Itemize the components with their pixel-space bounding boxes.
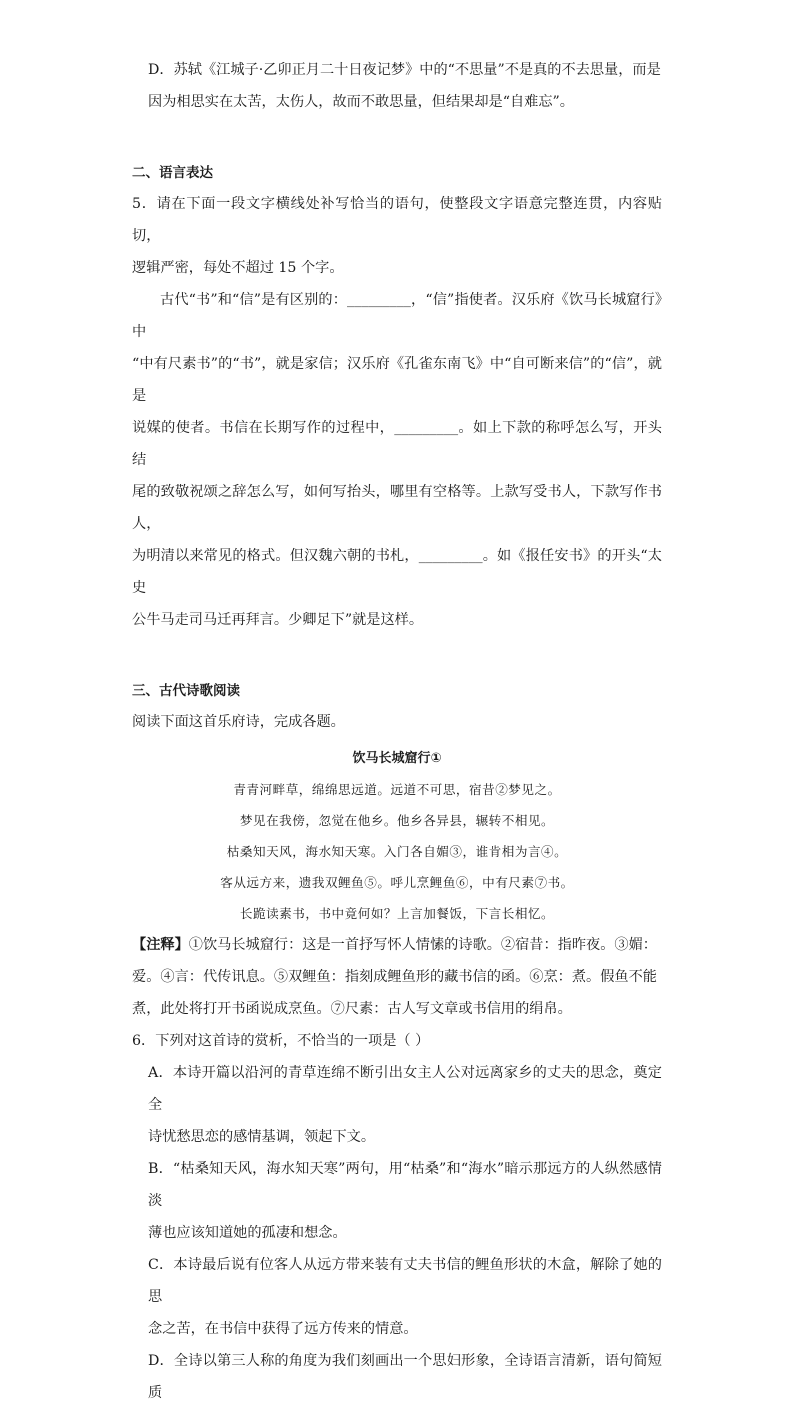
passage-line4: 尾的致敬祝颂之辞怎么写，如何写抬头，哪里有空格等。上款写受书人，下款写作书人， bbox=[132, 484, 662, 532]
document-page bbox=[132, 54, 662, 1409]
section3-heading: 三、古代诗歌阅读 bbox=[132, 683, 240, 699]
q5-line2: 逻辑严密，每处不超过 15 个字。 bbox=[132, 260, 344, 276]
option-a-line1: A．本诗开篇以沿河的青草连绵不断引出女主人公对远离家乡的丈夫的思念，奠定全 bbox=[148, 1065, 662, 1113]
notes-line2: 爱。④言：代传讯息。⑤双鲤鱼：指刻成鲤鱼形的藏书信的函。⑥烹：煮。假鱼不能 bbox=[132, 969, 657, 985]
passage-line6: 公牛马走司马迁再拜言。少卿足下”就是这样。 bbox=[132, 612, 424, 628]
option-c-line1: C．本诗最后说有位客人从远方带来装有丈夫书信的鲤鱼形状的木盒，解除了她的思 bbox=[148, 1257, 662, 1305]
question6: 6．下列对这首诗的赏析，不恰当的一项是（ ） bbox=[132, 1033, 430, 1049]
poem-line: 青青河畔草，绵绵思远道。远道不可思，宿昔②梦见之。 bbox=[233, 782, 561, 797]
poem-line: 客从远方来，遗我双鲤鱼⑤。呼儿烹鲤鱼⑥，中有尺素⑦书。 bbox=[220, 875, 574, 890]
spacer bbox=[132, 636, 662, 676]
option-b-line2: 薄也应该知道她的孤凄和想念。 bbox=[148, 1225, 347, 1241]
notes-line3: 煮，此处将打开书函说成烹鱼。⑦尺素：古人写文章或书信用的绢帛。 bbox=[132, 1001, 572, 1017]
passage-line5: 为明清以来常见的格式。但汉魏六朝的书札，_________。如《报任安书》的开头“太史 bbox=[132, 548, 662, 596]
poem-line: 长跪读素书，书中竟何如？上言加餐饭，下言长相忆。 bbox=[239, 906, 555, 921]
option-b-line1: B．“枯桑知天风，海水知天寒”两句，用“枯桑”和“海水”暗示那远方的人纵然感情淡 bbox=[148, 1161, 662, 1209]
option-d2-line1: D．全诗以第三人称的角度为我们刻画出一个思妇形象，全诗语言清新，语句简短质 bbox=[148, 1353, 662, 1401]
notes-text: ①饮马长城窟行：这是一首抒写怀人情愫的诗歌。②宿昔：指昨夜。③媚： bbox=[188, 937, 657, 953]
spacer bbox=[132, 118, 662, 158]
option-d-line1: D．苏轼《江城子·乙卯正月二十日夜记梦》中的“不思量”不是真的不去思量，而是 bbox=[148, 62, 661, 78]
notes-label: 【注释】 bbox=[132, 937, 189, 953]
option-d-line2: 因为相思实在太苦，太伤人，故而不敢思量，但结果却是“自难忘”。 bbox=[148, 94, 574, 110]
option-c-line2: 念之苦，在书信中获得了远方传来的情意。 bbox=[148, 1321, 418, 1337]
section3-intro: 阅读下面这首乐府诗，完成各题。 bbox=[132, 714, 345, 730]
poem-line: 梦见在我傍，忽觉在他乡。他乡各异县，辗转不相见。 bbox=[239, 813, 555, 828]
section2-heading: 二、语言表达 bbox=[132, 165, 213, 181]
poem-title: 饮马长城窟行① bbox=[352, 751, 442, 766]
poem-line: 枯桑知天风，海水知天寒。入门各自媚③，谁肯相为言④。 bbox=[226, 844, 568, 859]
passage-line3: 说媒的使者。书信在长期写作的过程中，_________。如上下款的称呼怎么写，开头结 bbox=[132, 420, 662, 468]
option-a-line2: 诗忧愁思恋的感情基调，领起下文。 bbox=[148, 1129, 376, 1145]
passage-line2: “中有尺素书”的“书”，就是家信；汉乐府《孔雀东南飞》中“自可断来信”的“信”，就是 bbox=[132, 356, 662, 404]
q5-line1: 5．请在下面一段文字横线处补写恰当的语句，使整段文字语意完整连贯，内容贴切， bbox=[132, 196, 662, 244]
passage-line1: 古代“书”和“信”是有区别的：_________，“信”指使者。汉乐府《饮马长城窟行》中 bbox=[132, 292, 662, 340]
notes-line1 bbox=[132, 929, 662, 961]
